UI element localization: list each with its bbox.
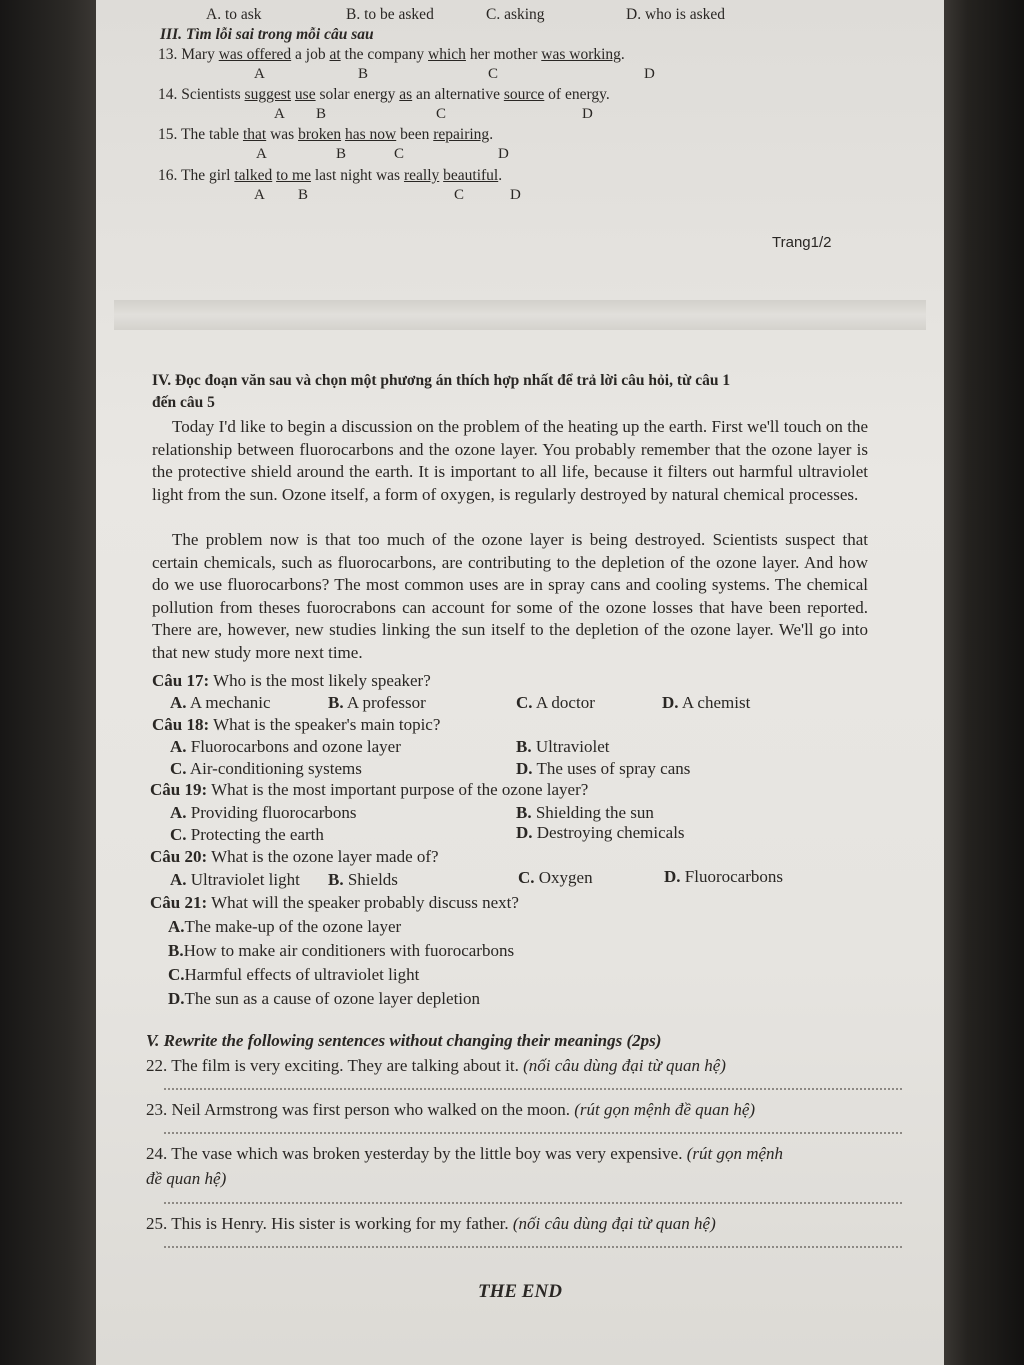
instruction-hint: (rút gọn mệnh đề quan hệ) <box>574 1100 756 1119</box>
page-1-bottom <box>114 0 926 300</box>
option-17-a: A. A mechanic <box>170 693 271 712</box>
question-19: Câu 19: What is the most important purpose of the ozone layer? <box>150 780 589 799</box>
letter-a: A <box>274 106 285 122</box>
underline-a: was offered <box>218 46 292 63</box>
letter-d: D <box>498 146 509 162</box>
rewrite-item-24-hint-continued: đề quan hệ) <box>146 1169 227 1188</box>
option-21-c: C.Harmful effects of ultraviolet light <box>168 965 420 984</box>
letter-c: C <box>394 146 405 162</box>
answer-line-25[interactable] <box>164 1246 902 1248</box>
letter-a: A <box>254 66 265 82</box>
question-17: Câu 17: Who is the most likely speaker? <box>152 671 431 690</box>
option-21-d: D.The sun as a cause of ozone layer depletion <box>168 989 481 1008</box>
passage-paragraph-2: The problem now is that too much of the ozone layer is being destroyed. Scientists suspect that certain chemicals, such as fluorocarbons, are contributing to the depletion of the ozone layer. And how do we use fluorocarbons? The most common uses are in spray cans and cooling systems. The chemical pollution from theses fuorocrabons can account for some of the ozone losses that have been reported. There are, however, new studies linking the sun itself to the depletion of the ozone layer. We'll go into that new study more next time. <box>152 530 868 662</box>
option-20-d: D. Fluorocarbons <box>664 867 783 886</box>
underline-d: beautiful <box>443 167 499 184</box>
letter-b: B <box>298 187 309 203</box>
section-3-heading: III. Tìm lỗi sai trong mỗi câu sau <box>160 26 374 43</box>
letter-b: B <box>336 146 347 162</box>
letter-c: C <box>436 106 447 122</box>
option-19-d: D. Destroying chemicals <box>516 823 685 842</box>
answer-line-24[interactable] <box>164 1202 902 1204</box>
underline-c: as <box>399 86 413 103</box>
rewrite-item-25: 25. This is Henry. His sister is working for my father. (nối câu dùng đại từ quan hệ) <box>146 1214 716 1233</box>
letter-d: D <box>510 187 521 203</box>
device-bezel-right <box>944 0 1024 1365</box>
question-21: Câu 21: What will the speaker probably discuss next? <box>150 893 519 912</box>
error-item-15: 15. The table that was broken has now been repairing. <box>158 126 494 143</box>
underline-d: source <box>503 86 545 103</box>
page-break <box>114 300 926 330</box>
instruction-hint: (rút gọn mệnh <box>686 1144 784 1163</box>
section-4-heading-line-1: IV. Đọc đoạn văn sau và chọn một phương án thích hợp nhất để trả lời câu hỏi, từ câu 1 <box>152 372 731 389</box>
underline-d: repairing <box>433 126 490 143</box>
error-item-16: 16. The girl talked to me last night was really beautiful. <box>158 167 503 184</box>
rewrite-item-23: 23. Neil Armstrong was first person who walked on the moon. (rút gọn mệnh đề quan hệ) <box>146 1100 756 1119</box>
underline-a: that <box>242 126 267 143</box>
letter-a: A <box>256 146 267 162</box>
section-5-heading: V. Rewrite the following sentences without changing their meanings (2ps) <box>146 1031 662 1050</box>
end-label: THE END <box>478 1281 562 1302</box>
underline-a: suggest <box>244 86 292 103</box>
prev-option-b: B. to be asked <box>346 6 434 23</box>
underline-d: was working <box>541 46 621 63</box>
device-bezel-left <box>0 0 96 1365</box>
underline-c: really <box>403 167 440 184</box>
rewrite-item-22: 22. The film is very exciting. They are talking about it. (nối câu dùng đại từ quan hệ) <box>146 1056 726 1075</box>
prev-option-d: D. who is asked <box>626 6 726 23</box>
instruction-hint: (nối câu dùng đại từ quan hệ) <box>523 1056 726 1075</box>
option-18-d: D. The uses of spray cans <box>516 759 691 778</box>
underline-c: which <box>428 46 466 63</box>
letter-c: C <box>454 187 465 203</box>
question-18: Câu 18: What is the speaker's main topic? <box>152 715 441 734</box>
letter-c: C <box>488 66 499 82</box>
question-20: Câu 20: What is the ozone layer made of? <box>150 847 439 866</box>
option-20-c: C. Oxygen <box>518 868 593 887</box>
answer-line-22[interactable] <box>164 1088 902 1090</box>
underline-a: talked <box>234 167 273 184</box>
section-4-heading-line-2: đến câu 5 <box>152 394 215 411</box>
option-17-c: C. A doctor <box>516 693 595 712</box>
error-item-14: 14. Scientists suggest use solar energy as an alternative source of energy. <box>158 86 610 103</box>
underline-c: has now <box>344 126 397 143</box>
letter-b: B <box>358 66 369 82</box>
option-19-b: B. Shielding the sun <box>516 803 654 822</box>
option-17-b: B. A professor <box>328 693 426 712</box>
option-21-a: A.The make-up of the ozone layer <box>168 917 402 936</box>
rewrite-item-24: 24. The vase which was broken yesterday by the little boy was very expensive. (rút gọn mệnh <box>146 1144 784 1163</box>
underline-b: use <box>294 86 316 103</box>
option-17-d: D. A chemist <box>662 693 751 712</box>
option-20-a: A. Ultraviolet light <box>170 870 300 889</box>
page-2 <box>114 330 926 1365</box>
document-screen <box>96 0 944 1365</box>
option-19-a: A. Providing fluorocarbons <box>170 803 357 822</box>
option-18-a: A. Fluorocarbons and ozone layer <box>170 737 401 756</box>
underline-b: to me <box>276 167 311 184</box>
error-item-13: 13. Mary was offered a job at the company which her mother was working. <box>158 46 625 63</box>
passage-paragraph-1: Today I'd like to begin a discussion on the problem of the heating up the earth. First we'll touch on the relationship between fluorocarbons and the ozone layer. You probably remember that the ozone layer is the protective shield around the earth. It is important to all life, because it filters out harmful ultraviolet light from the sun. Ozone itself, a form of oxygen, is regularly destroyed by natural chemical processes. <box>152 417 868 504</box>
answer-line-23[interactable] <box>164 1132 902 1134</box>
instruction-hint: (nối câu dùng đại từ quan hệ) <box>512 1214 716 1233</box>
prev-option-a: A. to ask <box>206 6 262 23</box>
prev-option-c: C. asking <box>486 6 545 23</box>
option-19-c: C. Protecting the earth <box>170 825 324 844</box>
underline-b: at <box>329 46 341 63</box>
option-21-b: B.How to make air conditioners with fuorocarbons <box>168 941 515 960</box>
option-18-b: B. Ultraviolet <box>516 737 610 756</box>
option-18-c: C. Air-conditioning systems <box>170 759 362 778</box>
letter-d: D <box>582 106 593 122</box>
letter-d: D <box>644 66 655 82</box>
page-number: Trang1/2 <box>772 234 832 251</box>
underline-b: broken <box>298 126 342 143</box>
letter-a: A <box>254 187 265 203</box>
option-20-b: B. Shields <box>328 870 398 889</box>
letter-b: B <box>316 106 327 122</box>
